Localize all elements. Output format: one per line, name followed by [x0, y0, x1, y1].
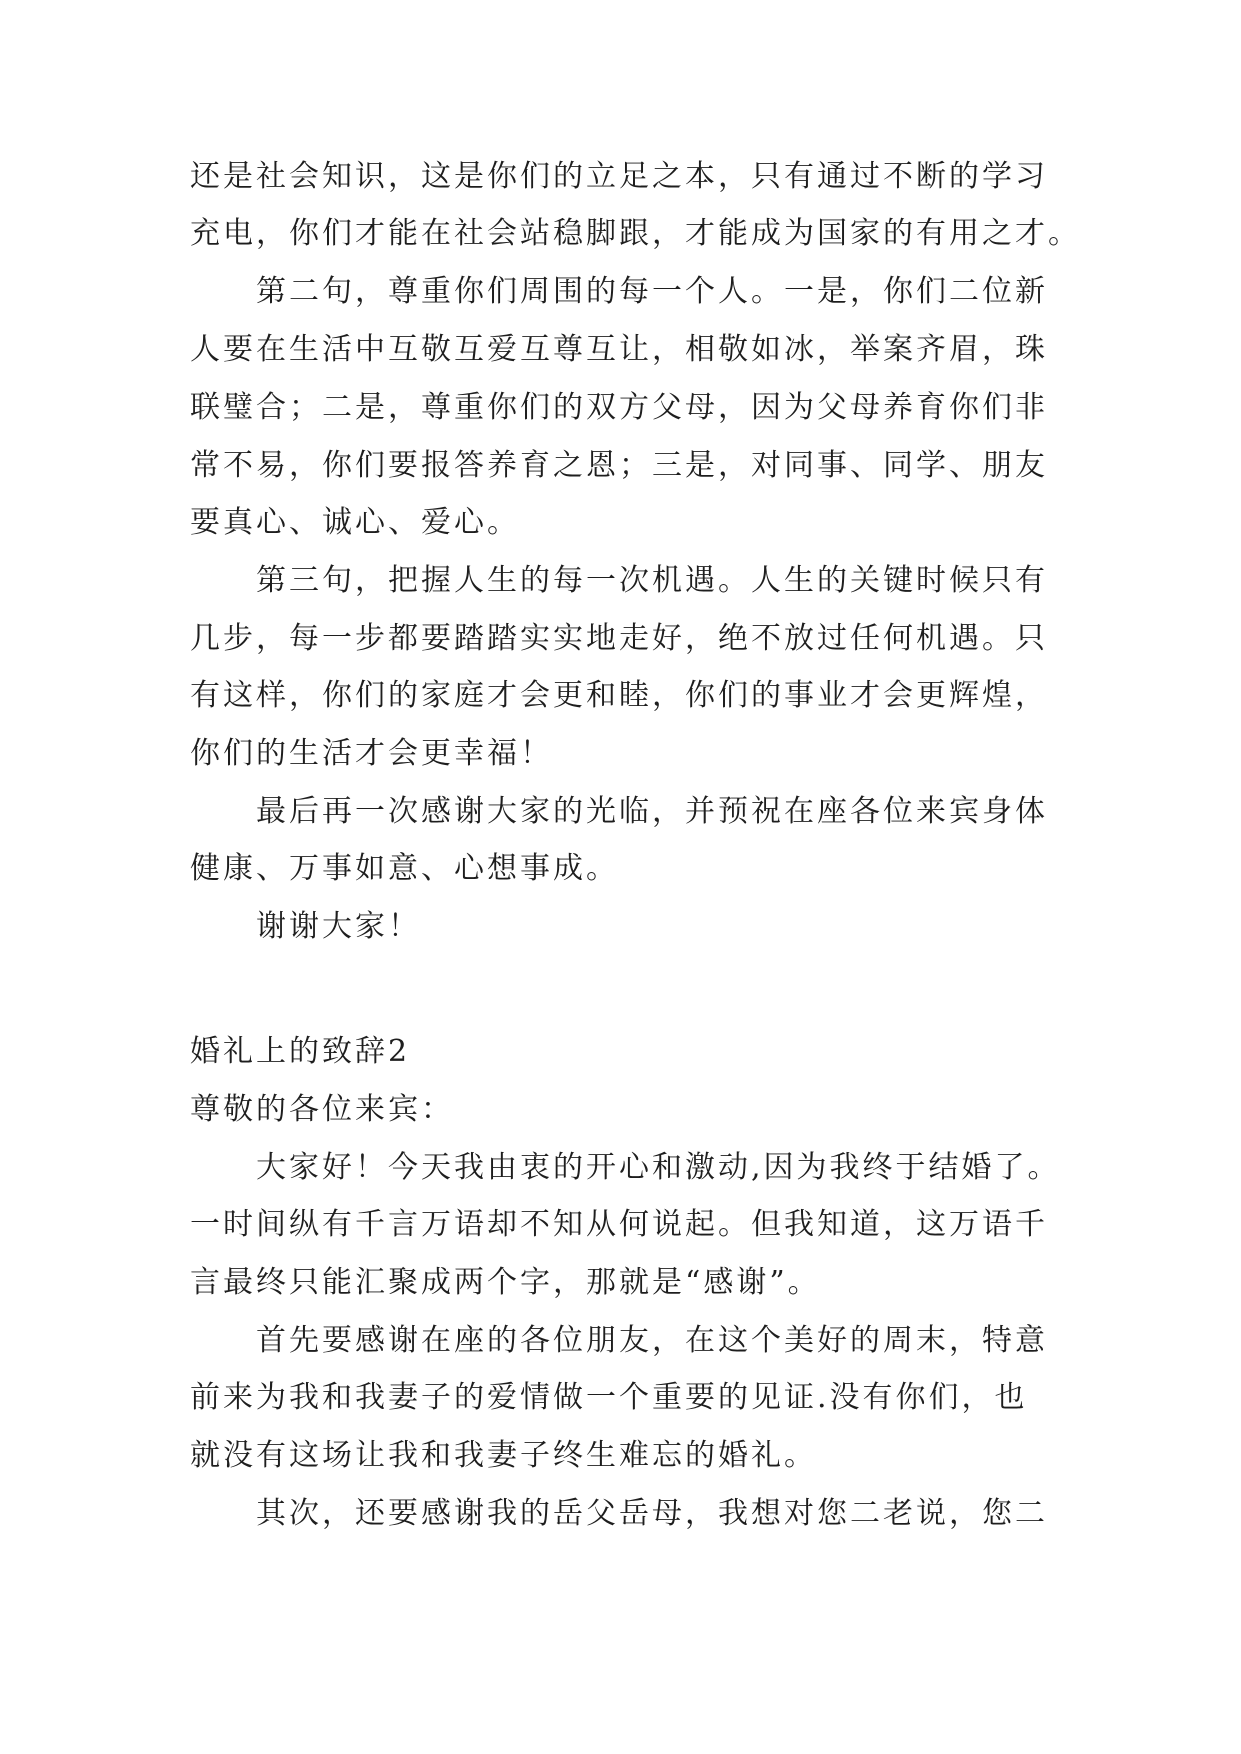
text-line: 联璧合；二是，尊重你们的双方父母，因为父母养育你们非	[190, 390, 1048, 425]
text-line: 有这样，你们的家庭才会更和睦，你们的事业才会更辉煌，	[190, 678, 1048, 713]
section-heading: 婚礼上的致辞2	[190, 1034, 411, 1069]
paragraph-start: 其次，还要感谢我的岳父岳母，我想对您二老说，您二	[256, 1496, 1048, 1531]
text-line: 就没有这场让我和我妻子终生难忘的婚礼。	[190, 1438, 817, 1473]
text-line: 几步，每一步都要踏踏实实地走好，绝不放过任何机遇。只	[190, 621, 1048, 656]
paragraph-start: 最后再一次感谢大家的光临，并预祝在座各位来宾身体	[256, 794, 1048, 829]
paragraph-start: 第三句，把握人生的每一次机遇。人生的关键时候只有	[256, 563, 1048, 598]
paragraph-start: 首先要感谢在座的各位朋友，在这个美好的周末，特意	[256, 1323, 1048, 1358]
text-line: 你们的生活才会更幸福！	[190, 736, 553, 771]
text-line: 前来为我和我妻子的爱情做一个重要的见证.没有你们，也	[190, 1380, 1028, 1415]
paragraph-start: 第二句，尊重你们周围的每一个人。一是，你们二位新	[256, 274, 1048, 309]
text-line: 常不易，你们要报答养育之恩；三是，对同事、同学、朋友	[190, 448, 1048, 483]
text-line: 还是社会知识，这是你们的立足之本，只有通过不断的学习	[190, 159, 1048, 194]
text-line: 要真心、诚心、爱心。	[190, 505, 520, 540]
text-line: 健康、万事如意、心想事成。	[190, 851, 619, 886]
text-line: 一时间纵有千言万语却不知从何说起。但我知道，这万语千	[190, 1207, 1048, 1242]
salutation: 尊敬的各位来宾：	[190, 1092, 454, 1127]
paragraph-start: 大家好！今天我由衷的开心和激动,因为我终于结婚了。	[256, 1150, 1061, 1185]
text-line: 言最终只能汇聚成两个字，那就是“感谢”。	[190, 1265, 821, 1300]
text-line: 人要在生活中互敬互爱互尊互让，相敬如冰，举案齐眉，珠	[190, 332, 1048, 367]
paragraph-start: 谢谢大家！	[256, 909, 421, 944]
text-line: 充电，你们才能在社会站稳脚跟，才能成为国家的有用之才。	[190, 216, 1081, 251]
